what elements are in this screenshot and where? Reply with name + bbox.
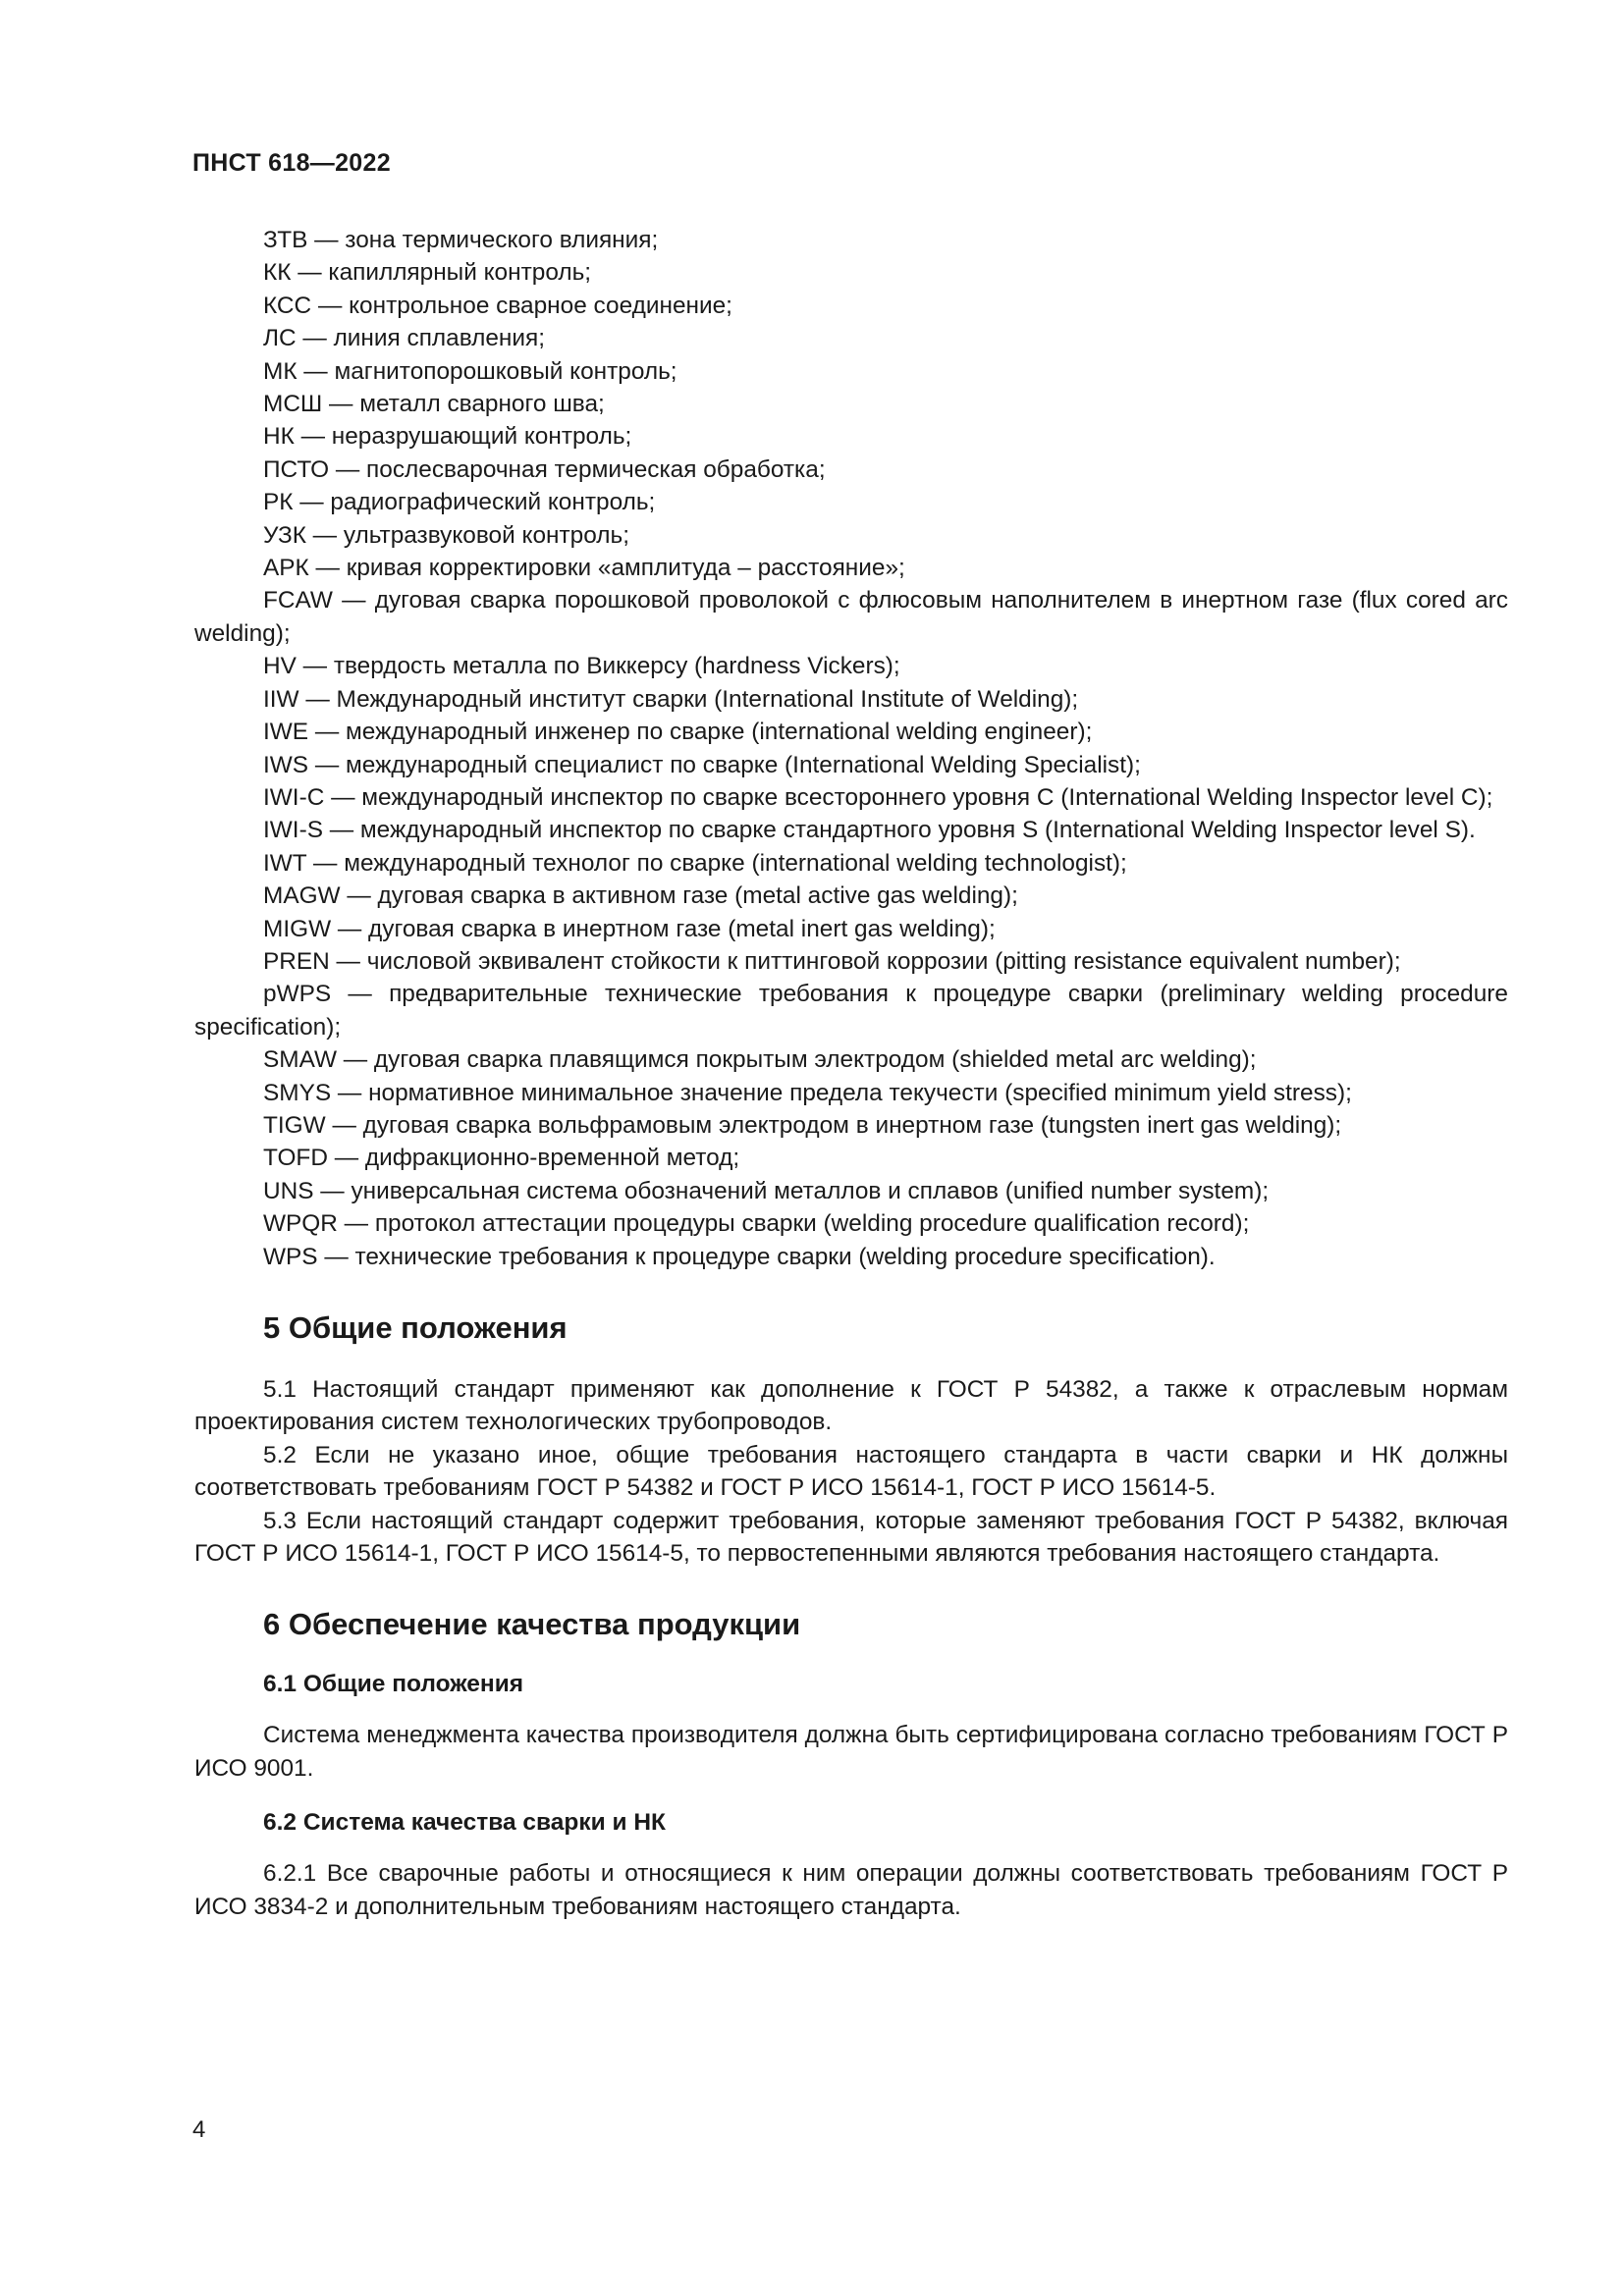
abbreviation-item: TIGW — дуговая сварка вольфрамовым электродом в инертном газе (tungsten inert gas welding); [263, 1111, 1342, 1139]
page-number: 4 [192, 2116, 206, 2143]
section-5-paragraph: 5.1 Настоящий стандарт применяют как дополнение к ГОСТ Р 54382, а также к отраслевым нормам проектирования систем технологических трубопроводов. [194, 1376, 1508, 1436]
abbreviation-item: PREN — числовой эквивалент стойкости к питтинговой коррозии (pitting resistance equivalent number); [263, 947, 1401, 975]
abbreviation-item: УЗК — ультразвуковой контроль; [263, 521, 629, 549]
subsection-6-1-paragraph: Система менеджмента качества производителя должна быть сертифицирована согласно требованиям ГОСТ Р ИСО 9001. [194, 1722, 1508, 1782]
abbreviation-item: IWI-C — международный инспектор по сварке всестороннего уровня С (International Welding Inspector level C); [263, 783, 1493, 811]
abbreviation-item: НК — неразрушающий контроль; [263, 423, 632, 451]
abbreviation-item: IWT — международный технолог по сварке (international welding technologist); [263, 849, 1127, 877]
abbreviation-item: SMYS — нормативное минимальное значение предела текучести (specified minimum yield stress); [263, 1079, 1352, 1106]
abbreviation-item: FCAW — дуговая сварка порошковой проволокой с флюсовым наполнителем в инертном газе (flux cored arc welding); [194, 587, 1508, 647]
abbreviation-item: ПСТО — послесварочная термическая обработка; [263, 455, 826, 483]
abbreviation-item: SMAW — дуговая сварка плавящимся покрытым электродом (shielded metal arc welding); [263, 1046, 1257, 1074]
abbreviation-item: HV — твердость металла по Виккерсу (hardness Vickers); [263, 653, 900, 680]
abbreviation-item: IWI-S — международный инспектор по сварке стандартного уровня S (International Welding Inspector level S). [263, 817, 1476, 844]
abbreviation-item: IWE — международный инженер по сварке (international welding engineer); [263, 719, 1093, 746]
section-5-paragraph: 5.2 Если не указано иное, общие требования настоящего стандарта в части сварки и НК должны соответствовать требованиям ГОСТ Р 54382 и ГОСТ Р ИСО 15614-1, ГОСТ Р ИСО 15614-5. [194, 1441, 1508, 1502]
page-content [194, 224, 1508, 1923]
section-6-heading: 6 Обеспечение качества продукции [263, 1607, 801, 1642]
abbreviation-item: WPQR — протокол аттестации процедуры сварки (welding procedure qualification record); [263, 1210, 1250, 1238]
abbreviation-item: МСШ — металл сварного шва; [263, 391, 605, 418]
subsection-6-2-heading: 6.2 Система качества сварки и НК [263, 1809, 666, 1837]
abbreviation-item: IIW — Международный институт сварки (International Institute of Welding); [263, 685, 1079, 713]
abbreviation-item: pWPS — предварительные технические требования к процедуре сварки (preliminary welding procedure specification); [194, 981, 1508, 1041]
abbreviation-item: КСС — контрольное сварное соединение; [263, 292, 732, 319]
section-5-paragraph: 5.3 Если настоящий стандарт содержит требования, которые заменяют требования ГОСТ Р 54382, включая ГОСТ Р ИСО 15614-1, ГОСТ Р ИСО 15614-5, то первостепенными являются требования настоящего стандарта. [194, 1507, 1508, 1568]
abbreviation-item: РК — радиографический контроль; [263, 489, 656, 516]
abbreviation-item: ЛС — линия сплавления; [263, 325, 545, 352]
abbreviation-item: ЗТВ — зона термического влияния; [263, 227, 659, 253]
abbreviation-item: IWS — международный специалист по сварке (International Welding Specialist); [263, 751, 1141, 778]
abbreviation-item: MIGW — дуговая сварка в инертном газе (metal inert gas welding); [263, 915, 996, 942]
abbreviation-item: АРК — кривая корректировки «амплитуда – расстояние»; [263, 555, 905, 582]
abbreviation-item: МК — магнитопорошковый контроль; [263, 357, 677, 385]
abbreviation-item: WPS — технические требования к процедуре сварки (welding procedure specification). [263, 1243, 1216, 1270]
abbreviation-item: КК — капиллярный контроль; [263, 259, 592, 287]
subsection-6-1-heading: 6.1 Общие положения [263, 1671, 524, 1698]
section-5-heading: 5 Общие положения [263, 1310, 568, 1345]
abbreviation-item: MAGW — дуговая сварка в активном газе (metal active gas welding); [263, 882, 1018, 910]
abbreviation-item: UNS — универсальная система обозначений металлов и сплавов (unified number system); [263, 1177, 1270, 1204]
abbreviation-list [194, 224, 1508, 1273]
subsection-6-2-paragraph: 6.2.1 Все сварочные работы и относящиеся к ним операции должны соответствовать требованиям ГОСТ Р ИСО 3834-2 и дополнительным требованиям настоящего стандарта. [194, 1860, 1508, 1920]
document-code-header: ПНСТ 618—2022 [192, 149, 391, 177]
abbreviation-item: TOFD — дифракционно-временной метод; [263, 1145, 740, 1172]
